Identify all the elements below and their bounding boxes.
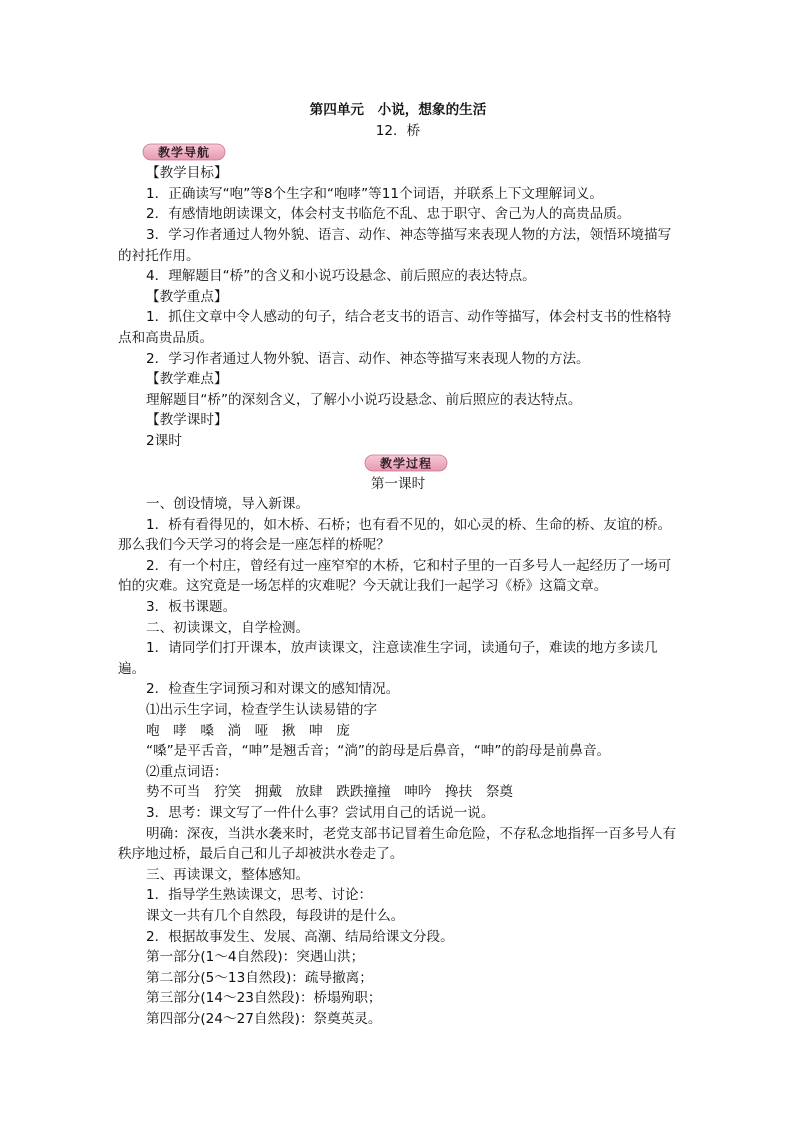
paragraph: ⑵重点词语： <box>146 763 228 780</box>
paragraph: ⑴出示生字词，检查学生认读易错的字 <box>146 702 378 719</box>
key-points-heading: 【教学重点】 <box>146 288 228 305</box>
paragraph: 2．有一个村庄，曾经有过一座窄窄的木桥，它和村子里的一百多号人一起经历了一场可怕的灾难。这究竟是一场怎样的灾难呢？今天就让我们一起学习《桥》这篇文章。 <box>118 557 672 595</box>
key-word-list: 势不可当 狞笑 拥戴 放肆 跌跌撞撞 呻吟 搀扶 祭奠 <box>146 784 514 801</box>
pronunciation-note: “嗓”是平舌音，“呻”是翘舌音；“淌”的韵母是后鼻音，“呻”的韵母是前鼻音。 <box>146 743 611 760</box>
objectives-heading: 【教学目标】 <box>146 165 228 182</box>
paragraph: 1．桥有看得见的，如木桥、石桥；也有看不见的，如心灵的桥、生命的桥、友谊的桥。那么我们今天学习的将会是一座怎样的桥呢？ <box>118 516 672 554</box>
objective-item: 3．学习作者通过人物外貌、语言、动作、神态等描写来表现人物的方法，领悟环境描写的衬托作用。 <box>118 226 672 264</box>
paragraph: 1．请同学们打开课本，放声读课文，注意读准生字词，读通句子，难读的地方多读几遍。 <box>118 640 658 677</box>
svg-text:教学导航: 教学导航 <box>157 145 211 160</box>
section-1-title: 一、创设情境，导入新课。 <box>146 496 310 513</box>
paragraph: 1．指导学生熟读课文，思考、讨论： <box>146 887 373 904</box>
hours-heading: 【教学课时】 <box>146 412 228 429</box>
difficulties-heading: 【教学难点】 <box>146 371 228 388</box>
unit-title: 第四单元 小说，想象的生活 <box>309 102 487 118</box>
paragraph: 明确：深夜，当洪水袭来时，老党支部书记冒着生命危险，不存私念地指挥一百多号人有秩序地过桥，最后自己和儿子却被洪水卷走了。 <box>118 825 677 863</box>
teaching-navigation-badge <box>142 142 226 162</box>
part-item: 第二部分(5～13自然段)：疏导撤离； <box>146 969 373 986</box>
section-3-title: 三、再读课文，整体感知。 <box>146 866 310 883</box>
paragraph: 3．板书课题。 <box>146 599 237 616</box>
objective-item: 2．有感情地朗读课文，体会村支书临危不乱、忠于职守、舍己为人的高贵品质。 <box>146 206 631 223</box>
paragraph: 3．思考：课文写了一件什么事？尝试用自己的话说一说。 <box>146 805 495 821</box>
first-lesson-title: 第一课时 <box>370 475 426 492</box>
paragraph: 2．根据故事发生、发展、高潮、结局给课文分段。 <box>146 928 454 945</box>
difficulties-text: 理解题目“桥”的深刻含义，了解小小说巧设悬念、前后照应的表达特点。 <box>146 391 582 408</box>
svg-text:教学过程: 教学过程 <box>379 456 433 470</box>
objective-item: 1．正确读写“咆”等8个生字和“咆哮”等11个词语，并联系上下文理解词义。 <box>146 185 603 202</box>
character-list: 咆 哮 嗓 淌 哑 揪 呻 庞 <box>146 722 350 739</box>
lesson-title: 12．桥 <box>375 122 421 139</box>
hours-text: 2课时 <box>146 432 182 449</box>
key-point-item: 2．学习作者通过人物外貌、语言、动作、神态等描写来表现人物的方法。 <box>146 350 590 367</box>
objective-item: 4．理解题目“桥”的含义和小说巧设悬念、前后照应的表达特点。 <box>146 268 536 285</box>
teaching-process-badge <box>364 453 448 473</box>
key-point-item: 1．抓住文章中令人感动的句子，结合老支书的语言、动作等描写，体会村支书的性格特点和高贵品质。 <box>118 309 672 346</box>
part-item: 第三部分(14～23自然段)：桥塌殉职； <box>146 990 382 1007</box>
part-item: 第一部分(1～4自然段)：突遇山洪； <box>146 949 365 966</box>
section-2-title: 二、初读课文，自学检测。 <box>146 619 310 636</box>
paragraph: 课文一共有几个自然段，每段讲的是什么。 <box>146 907 405 924</box>
part-item: 第四部分(24～27自然段)：祭奠英灵。 <box>146 1010 382 1027</box>
paragraph: 2．检查生字词预习和对课文的感知情况。 <box>146 681 400 698</box>
document-content <box>118 100 678 1030</box>
